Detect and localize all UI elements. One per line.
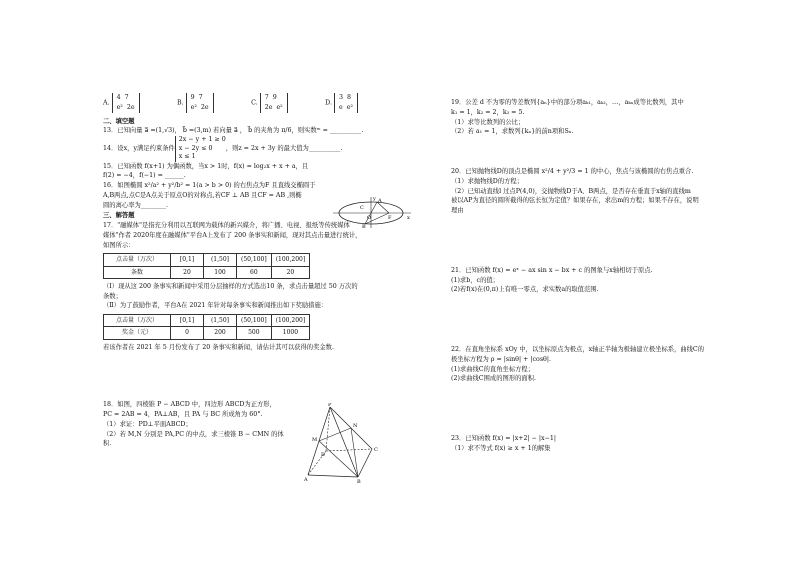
label-c: C bbox=[374, 447, 378, 453]
label-m: M bbox=[312, 437, 318, 443]
interval-b: 9 7 e² 2e bbox=[186, 93, 214, 113]
question-18-line-2: PC = 2AB = 4，PA⊥AB，且 PA 与 BC 所成角为 60°. bbox=[103, 411, 263, 419]
table-cell: 1000 bbox=[271, 327, 310, 339]
question-19-line-1: 19．公差 d 不为零的等差数列{aₙ}中的部分项aₖ₁，aₖ₂，…，aₖₙ成等比数列，其中 bbox=[451, 99, 684, 106]
question-13: 13．已知向量 a⃗ =(1,√3)， b⃗ =(3,m) 若向量 a⃗ ， b⃗ 的夹角为 π/6，则实数ᵐ = __________. bbox=[103, 127, 364, 135]
question-23-line-1: 23．已知函数 f(x) = |x+2| − |x−1| bbox=[451, 435, 557, 442]
label-d: D bbox=[321, 452, 326, 458]
table-row bbox=[104, 327, 310, 339]
question-23-line-2: （1）求不等式 f(x) ≥ x + 1的解集 bbox=[451, 444, 551, 452]
question-20-line-5: 理由 bbox=[451, 207, 464, 214]
question-15-line-1: 15．已知函数 f(x+1) 为偶函数，当x > 1时，f(x) = log₂x + x + a，且 bbox=[103, 162, 309, 170]
label-c: C bbox=[360, 205, 364, 211]
question-21-line-3: (2)若f(x)在(0,π)上有唯一零点，求实数a的取值范围. bbox=[451, 286, 599, 294]
table-cell: (100,200] bbox=[271, 254, 310, 266]
table-cell: 60 bbox=[237, 266, 272, 278]
table-header: 条数 bbox=[104, 266, 171, 278]
reward-table bbox=[103, 314, 310, 340]
table-cell: 20 bbox=[271, 266, 310, 278]
question-22-line-2: 极坐标方程为 ρ = |sinθ| + |cosθ|. bbox=[451, 355, 551, 363]
table-cell: (100,200] bbox=[271, 315, 310, 327]
label-a: A bbox=[378, 198, 382, 204]
label-x: x bbox=[407, 215, 410, 221]
table-cell: (1,50] bbox=[204, 315, 237, 327]
table-header: 奖金（元） bbox=[104, 327, 171, 339]
question-17-part-1-line-1: （Ⅰ）现从这 200 条事实和新闻中采用分层抽样的方式选出10 条，求点击量超过 50 万次的 bbox=[103, 282, 358, 290]
question-18-line-3: （1）求证：PD⊥平面ABCD； bbox=[103, 420, 192, 428]
table-cell: 20 bbox=[171, 266, 204, 278]
question-22-line-1: 22．在直角坐标系 xOy 中，以坐标原点为极点，x轴正半轴为极轴建立极坐标系，曲线C的 bbox=[451, 346, 705, 353]
question-22-line-4: (2)求曲线C围成的图形的面积. bbox=[451, 375, 537, 383]
question-17-line-3: 如图所示： bbox=[103, 241, 135, 249]
table-cell: 500 bbox=[237, 327, 272, 339]
table-header: 点击量（万次） bbox=[104, 315, 171, 327]
answer-choices bbox=[103, 93, 358, 113]
click-count-table bbox=[103, 253, 310, 279]
label-a: A bbox=[304, 477, 308, 483]
question-21-line-1: 21．已知函数 f(x) = eˣ − ax sin x − bx + c 的图象与x轴相切于原点. bbox=[451, 266, 653, 274]
label-y: y bbox=[373, 196, 376, 202]
right-column bbox=[451, 98, 741, 454]
table-row bbox=[104, 254, 310, 266]
question-18-line-5: 积. bbox=[103, 440, 112, 448]
table-cell: [0,1] bbox=[171, 254, 204, 266]
table-row bbox=[104, 315, 310, 327]
question-14: 14．设x，y满足约束条件 2x − y + 1 ≥ 0 x − 2y ≤ 0 x ≤ 1 ，则z = 2x + 3y 的最大值为__________. bbox=[103, 136, 343, 160]
fill-blank-heading: 二、填空题 bbox=[103, 117, 135, 125]
question-16-line-1: 16．如图椭圆 x²/a² + y²/b² = 1(a > b > 0) 的右焦点为F 且直线交椭圆于 bbox=[103, 182, 316, 189]
table-cell: (50,100] bbox=[237, 254, 272, 266]
question-20-line-2: （1）求抛物线D的方程； bbox=[451, 177, 524, 185]
choice-b[interactable]: B. 9 7 e² 2e bbox=[177, 93, 214, 113]
left-column bbox=[103, 89, 393, 449]
table-cell: 0 bbox=[171, 327, 204, 339]
interval-a: 4 7 e² 2e bbox=[112, 93, 140, 113]
table-cell: (1,50] bbox=[204, 254, 237, 266]
label-b: B bbox=[357, 479, 361, 485]
question-17-part-1-line-2: 条数； bbox=[103, 292, 122, 300]
table-cell: 100 bbox=[204, 266, 237, 278]
ellipse-figure bbox=[333, 195, 413, 229]
question-18-line-4: （2）若 M,N 分别是 PA,PC 的中点，求三棱锥 B − CMN 的体 bbox=[103, 430, 284, 438]
question-20-line-3: （2）已知动直线l 过点P(4,0)，交抛物线D于A、B两点，是否存在垂直于x轴的直线m bbox=[451, 187, 691, 195]
table-row bbox=[104, 266, 310, 278]
constraint-system: 2x − y + 1 ≥ 0 x − 2y ≤ 0 x ≤ 1 bbox=[175, 136, 226, 162]
question-17-line-2: 媒体"作者 2020年度在融媒体"平台A上发布了 200 条事实和新闻，现对其点击量进行统计， bbox=[103, 231, 362, 239]
question-19-line-2: k₁ = 1，k₂ = 2，k₃ = 5. bbox=[451, 108, 525, 116]
question-17-part-2: （Ⅱ）为了鼓励作者，平台A在 2021 年针对每条事实和新闻推出如下奖励措施： bbox=[103, 302, 328, 310]
question-19-line-4: （2）若 a₁ = 1，求数列{kₙ}的前n项和Sₙ. bbox=[451, 128, 574, 136]
question-21-line-2: (1)求b，c的值； bbox=[451, 276, 499, 284]
interval-c: 7 9 2e e² bbox=[260, 93, 288, 113]
interval-d: 3 8 e e² bbox=[334, 93, 358, 113]
label-n: N bbox=[353, 423, 358, 429]
label-p: P bbox=[328, 403, 332, 408]
question-16-line-3: 圆的离心率为________. bbox=[103, 201, 168, 209]
question-22-line-3: (1)求曲线C的直角坐标方程； bbox=[451, 365, 535, 373]
solution-heading: 三、解答题 bbox=[103, 212, 135, 220]
question-17-part-3: 若该作者在 2021 年 5 月份发布了 20 条事实和新闻，请估计其可以获得的奖金数. bbox=[103, 343, 334, 351]
table-header: 点击量（万次） bbox=[104, 254, 171, 266]
table-cell: [0,1] bbox=[171, 315, 204, 327]
question-17-line-1: 17．"融媒体"是指充分利用以互联网为载体的新兴媒介，将广播、电视、报纸等传统媒体 bbox=[103, 222, 350, 229]
pyramid-figure bbox=[300, 403, 390, 485]
question-15-line-2: f(2) = −4，f(−1) = ______. bbox=[103, 172, 186, 180]
table-cell: 200 bbox=[204, 327, 237, 339]
question-19-line-3: （1）求等比数列的公比； bbox=[451, 118, 525, 126]
label-o: O bbox=[367, 215, 372, 221]
table-cell: (50,100] bbox=[237, 315, 272, 327]
choice-c[interactable]: C. 7 9 2e e² bbox=[251, 93, 288, 113]
label-f: F bbox=[388, 215, 392, 221]
label-b: B bbox=[362, 224, 366, 229]
question-20-line-1: 20．已知抛物线D的顶点是椭圆 x²/4 + y²/3 = 1 的中心，焦点与该椭圆的右焦点重合. bbox=[451, 168, 694, 175]
question-18-line-1: 18．如图，四棱锥 P − ABCD 中，四边形 ABCD为正方形， bbox=[103, 401, 276, 409]
question-20-line-4: 被以AP为直径的圆所截得的弦长恒为定值？如果存在，求出m的方程；如果不存在，说明 bbox=[451, 197, 699, 205]
choice-a[interactable]: A. 4 7 e² 2e bbox=[103, 93, 140, 113]
choice-d[interactable]: D. 3 8 e e² bbox=[325, 93, 358, 113]
question-16-line-2: A,B两点,点C是A点关于原点O的对称点,若CF ⊥ AB 且CF = AB ,则椭 bbox=[103, 191, 302, 199]
